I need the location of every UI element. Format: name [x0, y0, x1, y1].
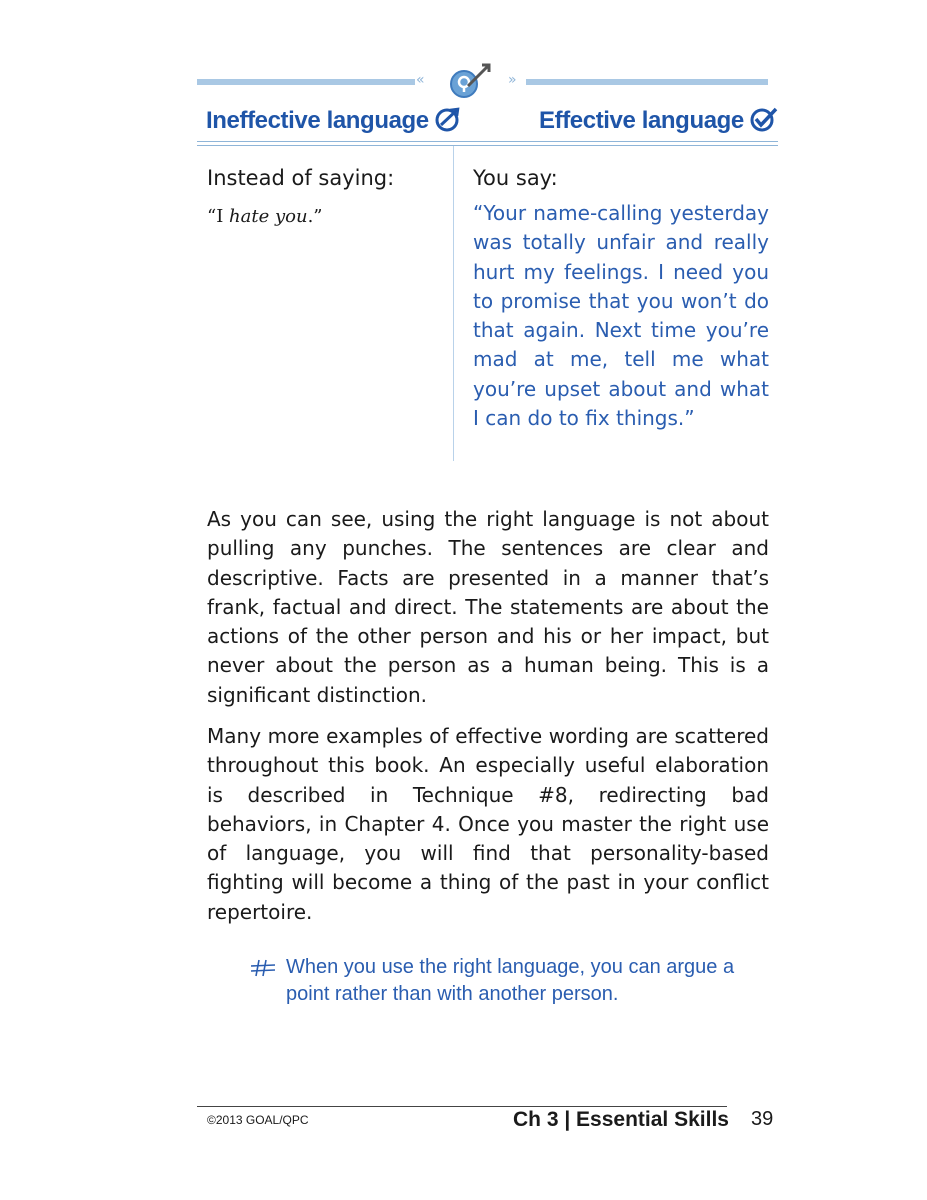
chevron-right-icon: »	[508, 72, 517, 88]
crossed-arrow-icon	[435, 106, 461, 132]
instead-label: Instead of saying:	[207, 166, 395, 190]
effective-heading-text: Effective language	[539, 107, 744, 134]
chapter-title: Ch 3 | Essential Skills	[513, 1108, 729, 1131]
check-circle-icon	[750, 106, 778, 132]
tip-text: When you use the right language, you can argue a point rather than with another person.	[286, 956, 735, 1005]
column-divider	[453, 146, 454, 461]
body-paragraph-2: Many more examples of effective wording are scattered throughout this book. An especially useful elaboration is described in Technique #8, redirecting bad behaviors, in Chapter 4. Once you master the right use of language, you will find that personality-based fighting will become a thing of the past in your conflict repertoire.	[207, 724, 769, 924]
heading-rule-top	[197, 141, 778, 142]
ineffective-quote	[207, 206, 323, 227]
effective-quote: “Your name-calling yesterday was totally unfair and really hurt my feelings. I need you to promise that you won’t do that again. Next time you’re mad at me, tell me what you’re upset about and what I can do to fix things.”	[473, 201, 769, 431]
ineffective-quote-open: “I	[207, 206, 230, 227]
effective-language-heading	[539, 106, 778, 135]
header-bar-left	[197, 79, 415, 85]
header-bar-right	[526, 79, 768, 85]
page-number: 39	[751, 1108, 774, 1130]
ineffective-quote-close: .”	[307, 206, 323, 227]
ineffective-heading-text: Ineffective language	[206, 107, 429, 134]
heading-rule-bottom	[197, 145, 778, 146]
copyright: ©2013 GOAL/QPC	[207, 1113, 309, 1127]
qpc-logo-icon	[442, 62, 492, 104]
ineffective-language-heading	[206, 106, 461, 135]
ineffective-quote-emphasis: hate you	[229, 206, 308, 227]
hashtag-tip-icon	[250, 958, 276, 978]
chevron-left-icon: «	[416, 72, 425, 88]
body-paragraph-1: As you can see, using the right language is not about pulling any punches. The sentences are clear and descriptive. Facts are presented in a manner that’s frank, factual and direct. The statements are about the actions of the other person and his or her impact, but never about the person as a human being. This is a significant distinction.	[207, 507, 769, 707]
you-say-label: You say:	[473, 166, 558, 190]
footer-rule	[197, 1106, 727, 1107]
